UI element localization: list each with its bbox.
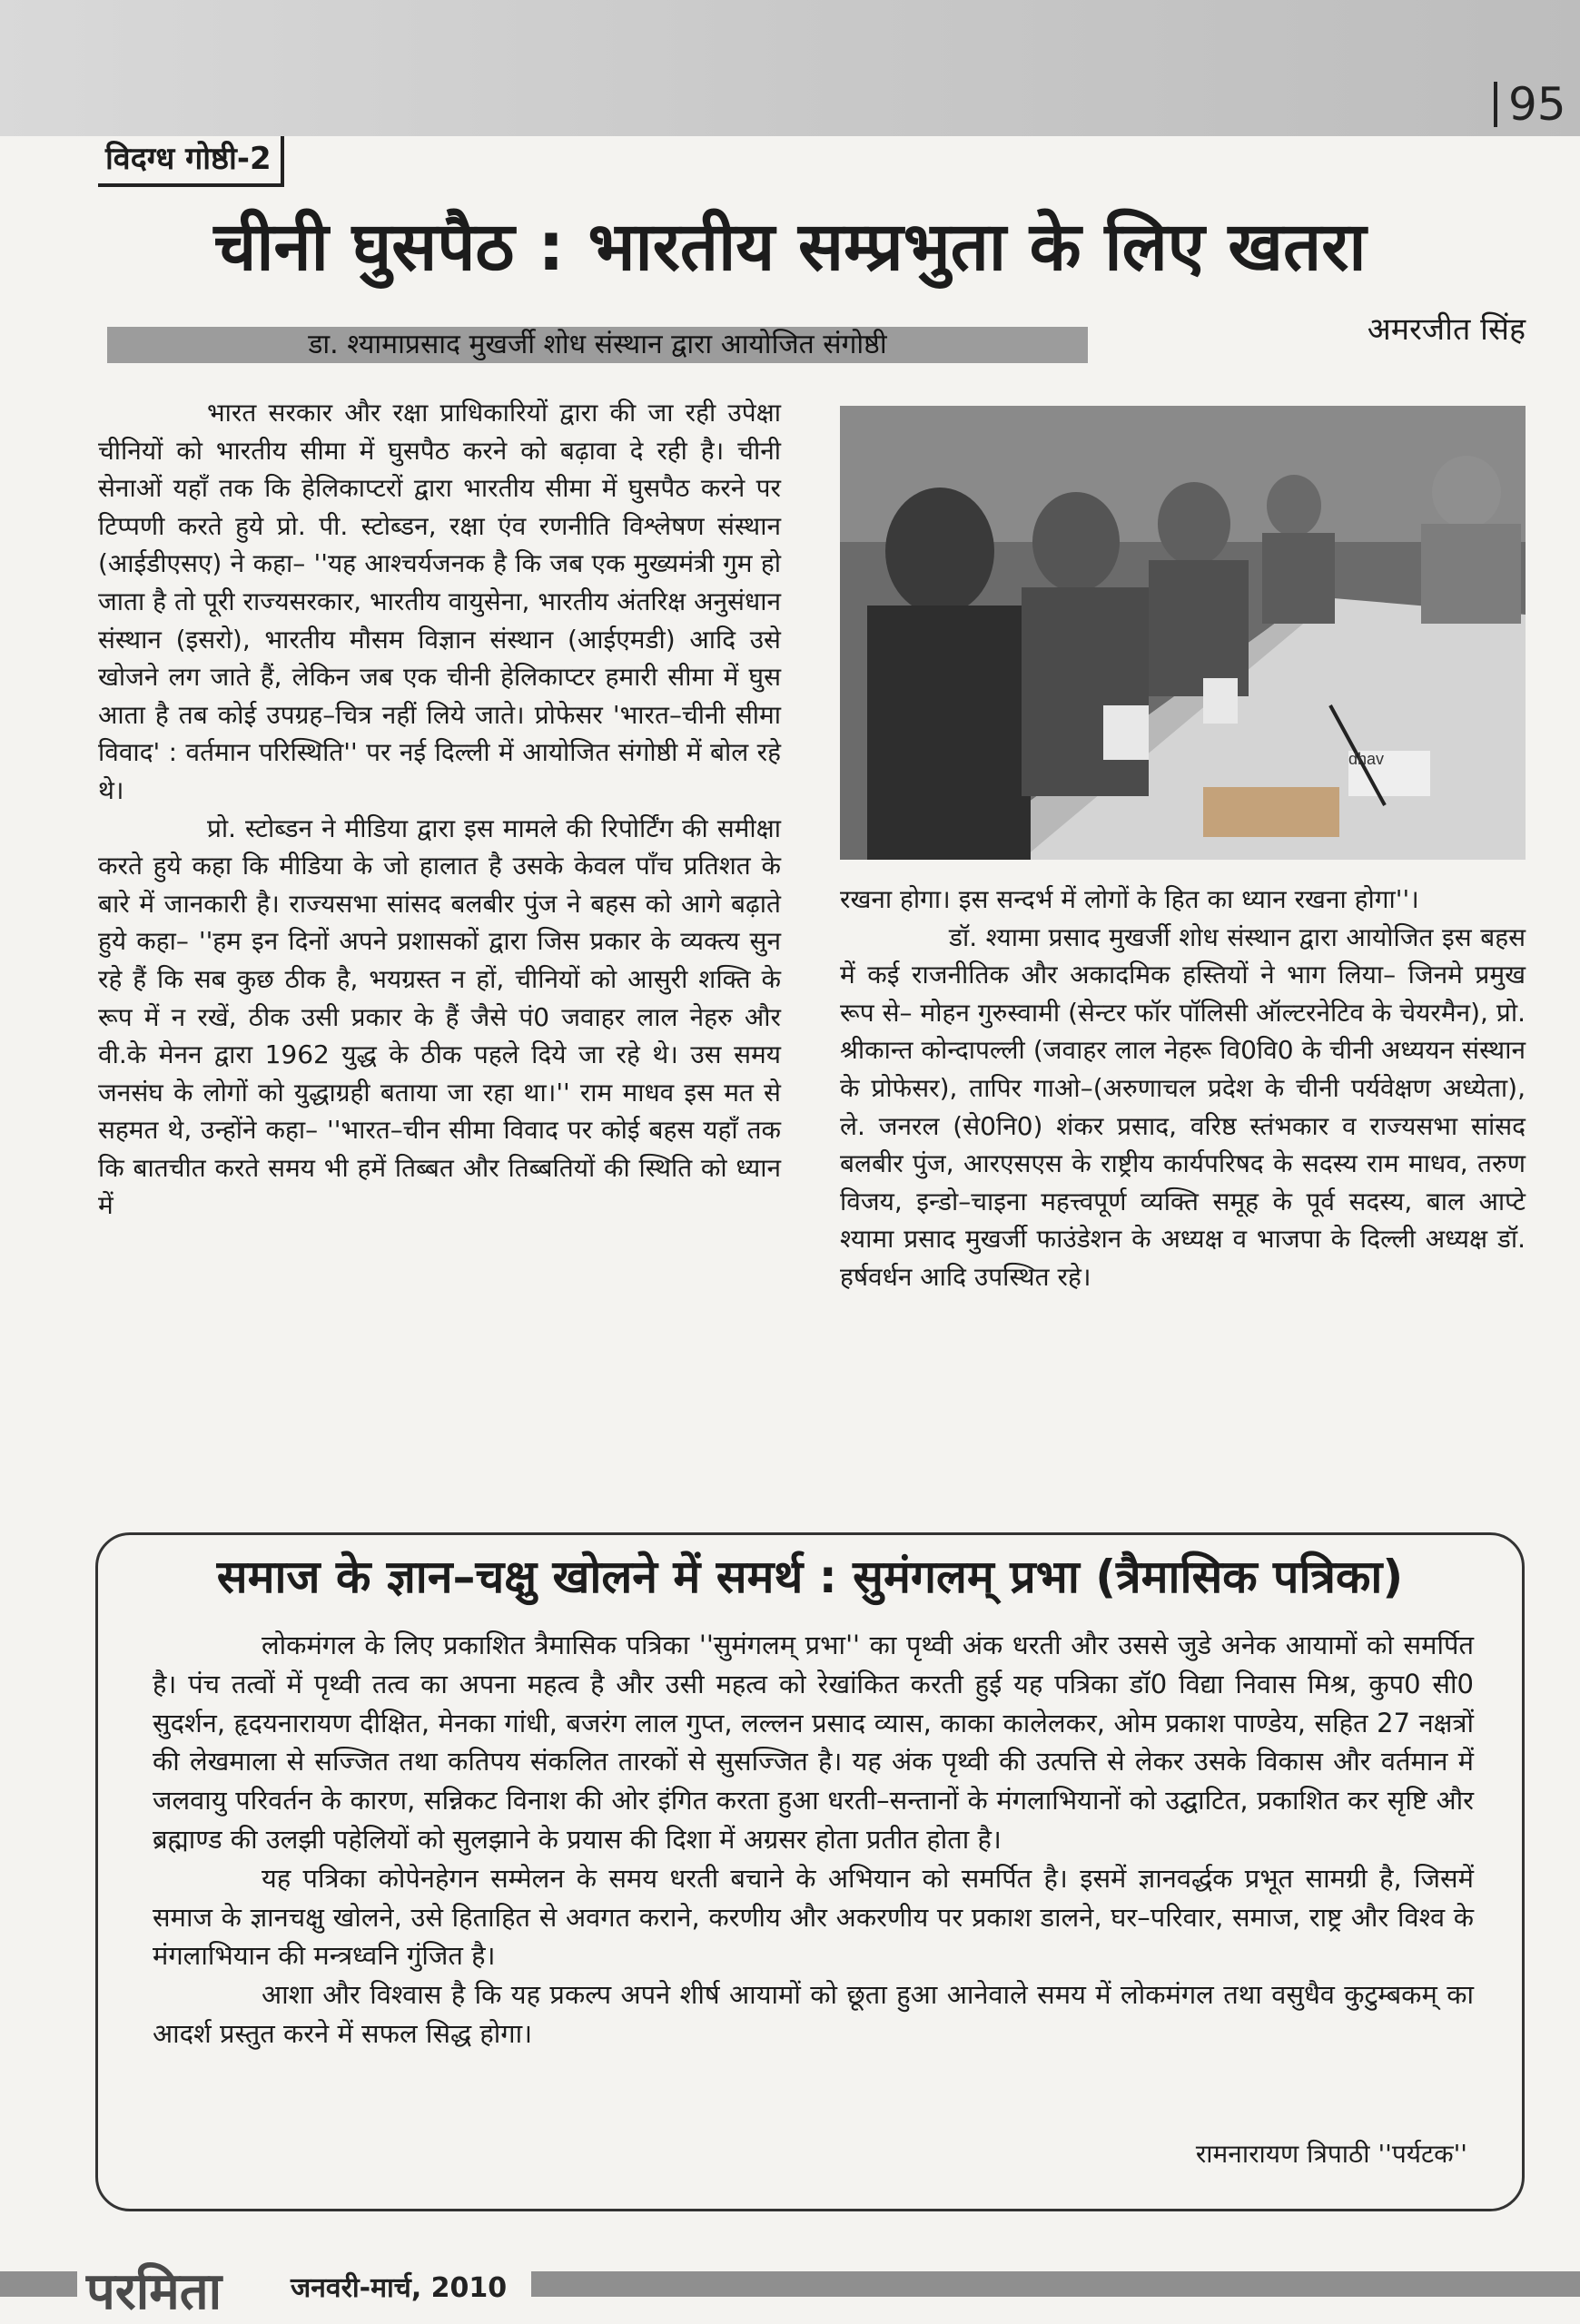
- box-paragraph: यह पत्रिका कोपेनहेगन सम्मेलन के समय धरती बचाने के अभियान को समर्पित है। इसमें ज्ञानवर्द्धक प्रभूत सामग्री है, जिसमें समाज के ज्ञानचक्षु खोलने, उसे हिताहित से अवगत कराने, करणीय और अकरणीय पर प्रकाश डालने, घर–परिवार, समाज, राष्ट्र और विश्व के मंगलाभियान की मन्त्रध्वनि गुंजित है।: [153, 1862, 1474, 1972]
- article-subtitle: डा. श्यामाप्रसाद मुखर्जी शोध संस्थान द्वारा आयोजित संगोष्ठी: [107, 327, 1088, 363]
- footer-bar-right: [531, 2271, 1580, 2297]
- box-body: [153, 1626, 1474, 2053]
- article-left-column: [98, 394, 781, 1225]
- section-tag: विदग्ध गोष्ठी-2: [98, 136, 284, 187]
- article-right-column: [840, 881, 1526, 1296]
- article-paragraph: प्रो. स्टोब्डन ने मीडिया द्वारा इस मामले की रिपोर्टिंग की समीक्षा करते हुये कहा कि मीडिया के जो हालात है उसके केवल पाँच प्रतिशत के बारे में जानकारी है। राज्यसभा सांसद बलबीर पुंज ने बहस को आगे बढ़ाते हुये कहा– ''हम इन दिनों अपने प्रशासकों द्वारा जिस प्रकार के व्यक्त्य सुन रहे हैं कि सब कुछ ठीक है, भयग्रस्त न हों, चीनियों को आसुरी शक्ति के रूप में न रखें, ठीक उसी प्रकार के हैं जैसे पं0 जवाहर लाल नेहरु और वी.के मेनन द्वारा 1962 युद्ध के ठीक पहले दिये जा रहे थे। उस समय जनसंघ के लोगों को युद्धाग्रही बताया जा रहा था।'' राम माधव इस मत से सहमत थे, उन्होंने कहा– ''भारत–चीन सीमा विवाद पर कोई बहस यहाँ तक कि बातचीत करते समय भी हमें तिब्बत और तिब्बतियों की स्थिति को ध्यान में: [98, 812, 781, 1221]
- article-author: अमरजीत सिंह: [1367, 311, 1526, 348]
- article-title: चीनी घुसपैठ : भारतीय सम्प्रभुता के लिए खतरा: [213, 208, 1367, 286]
- issue-date: जनवरी-मार्च, 2010: [291, 2272, 508, 2304]
- header-band: [0, 0, 1580, 136]
- box-title: समाज के ज्ञान–चक्षु खोलने में समर्थ : सुमंगलम् प्रभा (त्रैमासिक पत्रिका): [216, 1551, 1404, 1603]
- seminar-photo: [840, 406, 1526, 860]
- box-paragraph: आशा और विश्वास है कि यह प्रकल्प अपने शीर्ष आयामों को छूता हुआ आनेवाले समय में लोकमंगल तथा वसुधैव कुटुम्बकम् का आदर्श प्रस्तुत करने में सफल सिद्ध होगा।: [153, 1979, 1474, 2049]
- article-paragraph: डॉ. श्यामा प्रसाद मुखर्जी शोध संस्थान द्वारा आयोजित इस बहस में कई राजनीतिक और अकादमिक हस्तियों ने भाग लिया– जिनमे प्रमुख रूप से– मोहन गुरुस्वामी (सेन्टर फॉर पॉलिसी ऑल्टरनेटिव के चेयरमैन), प्रो. श्रीकान्त कोन्दापल्ली (जवाहर लाल नेहरू वि0वि0 के चीनी अध्ययन संस्थान के प्रोफेसर), तापिर गाओ–(अरुणाचल प्रदेश के चीनी पर्यवेक्षण अध्येता), ले. जनरल (से0नि0) शंकर प्रसाद, वरिष्ठ स्तंभकार व राज्यसभा सांसद बलबीर पुंज, आरएसएस के राष्ट्रीय कार्यपरिषद के सदस्य राम माधव, तरुण विजय, इन्डो–चाइना महत्त्वपूर्ण व्यक्ति समूह के पूर्व सदस्य, बाल आप्टे श्यामा प्रसाद मुखर्जी फाउंडेशन के अध्यक्ष व भाजपा के दिल्ली अध्यक्ष डॉ. हर्षवर्धन आदि उपस्थित रहे।: [840, 921, 1526, 1292]
- magazine-review-box: [95, 1532, 1525, 2211]
- article-paragraph: भारत सरकार और रक्षा प्राधिकारियों द्वारा की जा रही उपेक्षा चीनियों को भारतीय सीमा में घुसपैठ करने को बढ़ावा दे रही है। चीनी सेनाओं यहाँ तक कि हेलिकाप्टरों द्वारा भारतीय सीमा में घुसपैठ करने पर टिप्पणी करते हुये प्रो. पी. स्टोब्डन, रक्षा एंव रणनीति विश्लेषण संस्थान (आईडीएसए) ने कहा– ''यह आश्चर्यजनक है कि जब एक मुख्यमंत्री गुम हो जाता है तो पूरी राज्यसरकार, भारतीय वायुसेना, भारतीय अंतरिक्ष अनुसंधान संस्थान (इसरो), भारतीय मौसम विज्ञान संस्थान (आईएमडी) आदि उसे खोजने लग जाते हैं, लेकिन जब एक चीनी हेलिकाप्टर हमारी सीमा में घुस आता है तब कोई उपग्रह–चित्र नहीं लिये जाते। प्रोफेसर 'भारत–चीनी सीमा विवाद' : वर्तमान परिस्थिति'' पर नई दिल्ली में आयोजित संगोष्ठी में बोल रहे थे।: [98, 398, 781, 805]
- seminar-photo-image: [840, 406, 1526, 860]
- article-paragraph: रखना होगा। इस सन्दर्भ में लोगों के हित का ध्यान रखना होगा''।: [840, 884, 1419, 914]
- magazine-brand: परमिता: [86, 2262, 222, 2321]
- page-number: 95: [1494, 82, 1566, 127]
- footer-bar-left: [0, 2271, 77, 2297]
- box-signature: रामनारायण त्रिपाठी ''पर्यटक'': [1195, 2139, 1467, 2169]
- photo-nameplate: dhav: [1348, 750, 1385, 768]
- footer: [0, 2260, 1580, 2321]
- box-paragraph: लोकमंगल के लिए प्रकाशित त्रैमासिक पत्रिका ''सुमंगलम् प्रभा'' का पृथ्वी अंक धरती और उससे जुडे अनेक आयामों को समर्पित है। पंच तत्वों में पृथ्वी तत्व का अपना महत्व है और उसी महत्व को रेखांकित करती हुई यह पत्रिका डॉ0 विद्या निवास मिश्र, कुप0 सी0 सुदर्शन, हृदयनारायण दीक्षित, मेनका गांधी, बजरंग लाल गुप्त, लल्लन प्रसाद व्यास, काका कालेलकर, ओम प्रकाश पाण्डेय, सहित 27 नक्षत्रों की लेखमाला से सज्जित तथा कतिपय संकलित तारकों से सुसज्जित है। यह अंक पृथ्वी की उत्पत्ति से लेकर उसके विकास और वर्तमान में जलवायु परिवर्तन के कारण, सन्निकट विनाश की ओर इंगित करता हुआ धरती–सन्तानों के मंगलाभियानों को उद्घाटित, प्रकाशित कर सृष्टि और ब्रह्माण्ड की उलझी पहेलियों को सुलझाने के प्रयास की दिशा में अग्रसर होता प्रतीत होता है।: [153, 1630, 1474, 1855]
